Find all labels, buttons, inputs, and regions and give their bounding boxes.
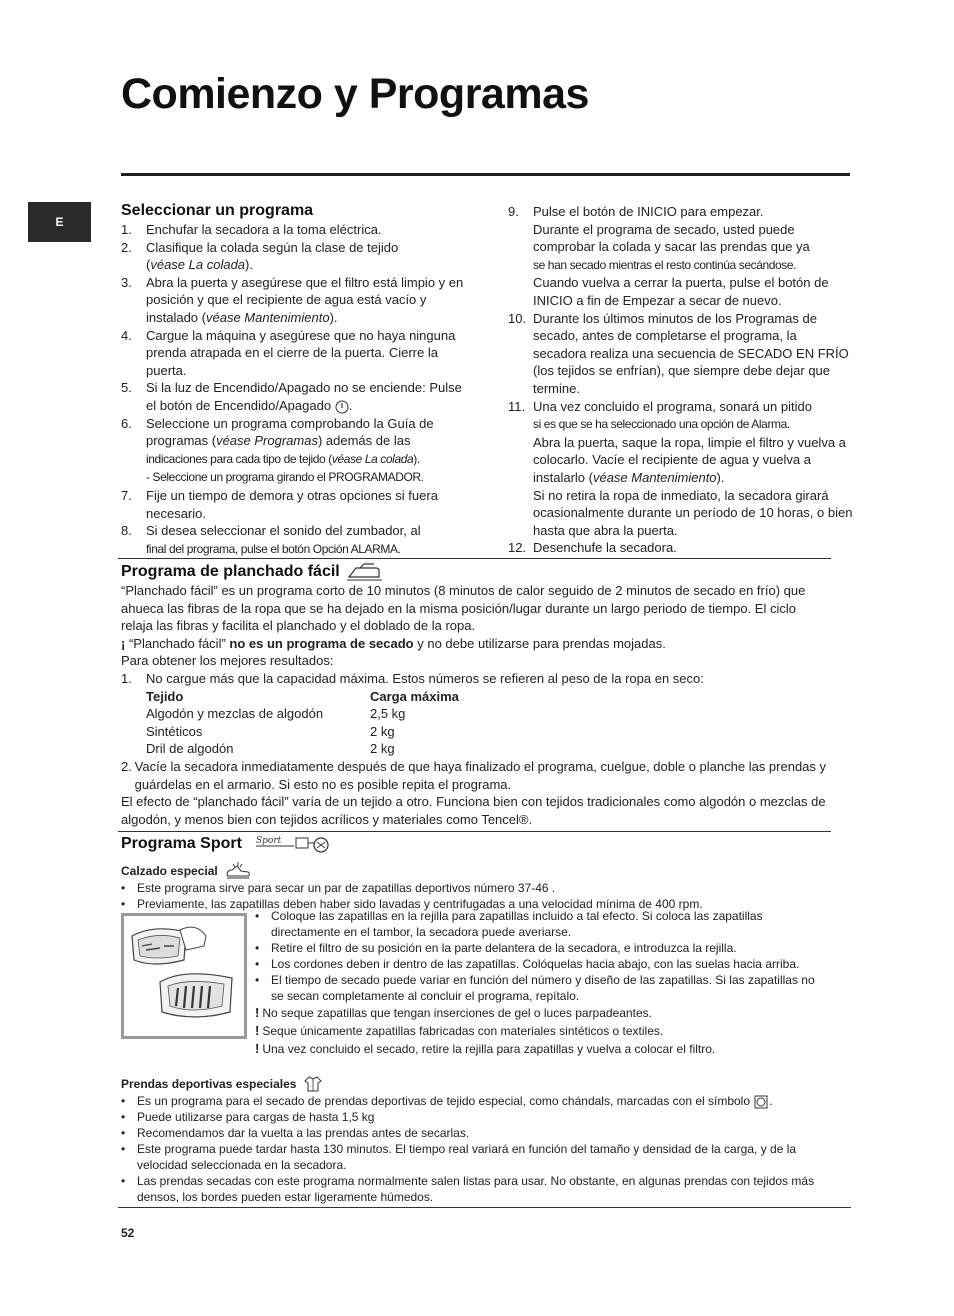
warning-item: ! Una vez concluido el secado, retire la rejilla para zapatillas y vuelva a colocar el filtro.: [255, 1041, 716, 1056]
sport-program-icon: [254, 832, 330, 856]
iron-icon: [346, 562, 384, 582]
list-item: 3. Abra la puerta y asegúrese que el filtro está limpio y en posición y que el recipiente de agua está vacío y instalado (véase Mantenimiento).: [121, 274, 464, 325]
list-item: • Recomendamos dar la vuelta a las prendas antes de secarlas.: [121, 1126, 470, 1140]
shoe-rack-illustration: [121, 913, 247, 1039]
select-program-right-column: [508, 203, 853, 557]
list-item: 1. No cargue más que la capacidad máxima. Estos números se refieren al peso de la ropa en seco:: [121, 670, 704, 686]
table-row: Dril de algodón 2 kg: [146, 741, 395, 757]
list-item: • Previamente, las zapatillas deben haber sido lavadas y centrifugadas a una velocidad mínima de 400 rpm.: [121, 897, 703, 911]
list-item: 12. Desenchufe la secadora.: [508, 540, 677, 556]
table-header-fabric: Tejido: [146, 688, 184, 704]
select-program-left-column: [121, 201, 466, 558]
easy-iron-warning: ¡ “Planchado fácil” no es un programa de secado y no debe utilizarse para prendas mojadas.: [121, 635, 666, 651]
list-item: • Es un programa para el secado de prendas deportivas de tejido especial, como chándals, marcadas con el símbolo .: [121, 1094, 773, 1108]
shoe-icon: [225, 862, 251, 880]
list-item: 11. Una vez concluido el programa, sonará un pitido si es que se ha seleccionado una opción de Alarma. Abra la puerta, saque la ropa, limpie el filtro y vuelva a colocarlo. Vacíe el recipiente de agua y vuelva a instalarlo (véase Mantenimiento). Si no retira la ropa de inmediato, la secadora girará ocasionalmente durante un período de 10 horas, o bien hasta que abra la puerta.: [508, 398, 853, 538]
power-icon: [335, 400, 349, 414]
list-item: • El tiempo de secado puede variar en función del número y diseño de las zapatillas. Si las zapatillas no se secan completamente al concluir el programa, repítalo.: [255, 973, 815, 1003]
list-item: • Este programa sirve para secar un par de zapatillas deportivos número 37-46 .: [121, 881, 556, 895]
list-item: 2. Clasifique la colada según la clase de tejido (véase La colada).: [121, 239, 399, 273]
section-heading-easy-iron: Programa de planchado fácil: [121, 563, 340, 580]
list-item: • Este programa puede tardar hasta 130 minutos. El tiempo real variará en función del tamaño y densidad de la carga, y de la velocidad seleccionada en la secadora.: [121, 1142, 797, 1172]
list-item: 1. Enchufar la secadora a la toma eléctrica.: [121, 222, 382, 237]
sport-program-section: [121, 832, 851, 912]
easy-iron-closing: El efecto de “planchado fácil” varía de un tejido a otro. Funciona bien con tejidos tradicionales como algodón o mezclas de algodón, y menos bien con tejidos acrílicos y materiales como Tencel®.: [121, 794, 826, 827]
svg-text:Sport: Sport: [255, 836, 282, 846]
sportswear-section: [121, 1075, 841, 1205]
shoe-rack-drawing: [124, 916, 244, 1036]
load-table: [146, 688, 594, 758]
language-tab: E: [28, 202, 91, 242]
list-item: 5. Si la luz de Encendido/Apagado no se enciende: Pulse el botón de Encendido/Apagado .: [121, 380, 462, 413]
easy-iron-section: [121, 562, 831, 828]
sportswear-icon: [303, 1075, 323, 1093]
select-program-steps: [121, 221, 466, 558]
section-heading-sport: Programa Sport: [121, 835, 242, 852]
list-item: 7. Fije un tiempo de demora y otras opciones si fuera necesario.: [121, 487, 438, 521]
page-title: Comienzo y Programas: [121, 70, 589, 118]
table-header-max-load: Carga máxima: [370, 688, 459, 704]
list-item: • Los cordones deben ir dentro de las zapatillas. Colóquelas hacia abajo, con las suelas hacia arriba.: [255, 957, 800, 971]
section-divider: [118, 558, 831, 559]
warning-item: ! No seque zapatillas que tengan inserciones de gel o luces parpadeantes.: [255, 1005, 652, 1020]
list-item: 6. Seleccione un programa comprobando la Guía de programas (véase Programas) además de las indicaciones para cada tipo de tejido (véase La colada). - Seleccione un programa girando el PROGRAMADOR.: [121, 415, 434, 485]
title-divider: [121, 173, 850, 176]
list-item: • Retire el filtro de su posición en la parte delantera de la secadora, e introduzca la rejilla.: [255, 941, 737, 955]
list-item: 8. Si desea seleccionar el sonido del zumbador, al final del programa, pulse el botón Opción ALARMA.: [121, 523, 421, 556]
list-item: 4. Cargue la máquina y asegúrese que no haya ninguna prenda atrapada en el cierre de la puerta. Cierre la puerta.: [121, 327, 456, 378]
list-item: 10. Durante los últimos minutos de los Programas de secado, antes de completarse el programa, la secadora realiza una secuencia de SECADO EN FRÍO (los tejidos se enfrían), que siempre debe dejar que termine.: [508, 310, 849, 396]
select-program-steps-continued: [508, 203, 853, 557]
warning-item: ! Seque únicamente zapatillas fabricadas con materiales sintéticos o textiles.: [255, 1023, 664, 1038]
table-row: Algodón y mezclas de algodón 2,5 kg: [146, 706, 406, 722]
list-item: • Puede utilizarse para cargas de hasta 1,5 kg: [121, 1110, 375, 1124]
list-item: • Las prendas secadas con este programa normalmente salen listas para usar. No obstante, en algunas prendas con tejidos más densos, los bordes pueden estar ligeramente húmedos.: [121, 1174, 815, 1204]
shoe-rack-bullets: [255, 908, 815, 1004]
footer-divider: [118, 1207, 851, 1208]
section-heading-select-program: Seleccionar un programa: [121, 202, 314, 219]
list-item: • Coloque las zapatillas en la rejilla para zapatillas incluido a tal efecto. Si coloca las zapatillas directamente en el tambor, la secadora puede averiarse.: [255, 909, 763, 939]
table-row: Sintéticos 2 kg: [146, 723, 395, 739]
sportswear-bullets: [121, 1093, 841, 1205]
shoe-instructions: [255, 908, 815, 1058]
page-number: 52: [121, 1226, 135, 1240]
sport-care-symbol-icon: [753, 1095, 769, 1109]
shoes-subheading: Calzado especial: [121, 862, 851, 880]
easy-iron-intro: “Planchado fácil” es un programa corto de 10 minutos (8 minutos de calor seguido de 2 minutos de secado en frío) que ahueca las fibras de la ropa que se ha dejado en la misma posición/lugar durante un largo periodo de tiempo. El ciclo relaja las fibras y facilita el planchado y el doblado de la ropa.: [121, 583, 806, 634]
list-item: 9. Pulse el botón de INICIO para empezar. Durante el programa de secado, usted puede comprobar la colada y sacar las prendas que ya se han secado mientras el resto continúa secándose. Cuando vuelva a cerrar la puerta, pulse el botón de INICIO a fin de Empezar a secar de nuevo.: [508, 204, 829, 308]
list-item: 2. Vacíe la secadora inmediatamente después de que haya finalizado el programa, cuelgue, doble o planche las prendas y guárdelas en el armario. Si esto no es posible repita el programa.: [121, 758, 827, 792]
best-results-label: Para obtener los mejores resultados:: [121, 653, 334, 669]
sportswear-subheading: Prendas deportivas especiales: [121, 1075, 841, 1093]
